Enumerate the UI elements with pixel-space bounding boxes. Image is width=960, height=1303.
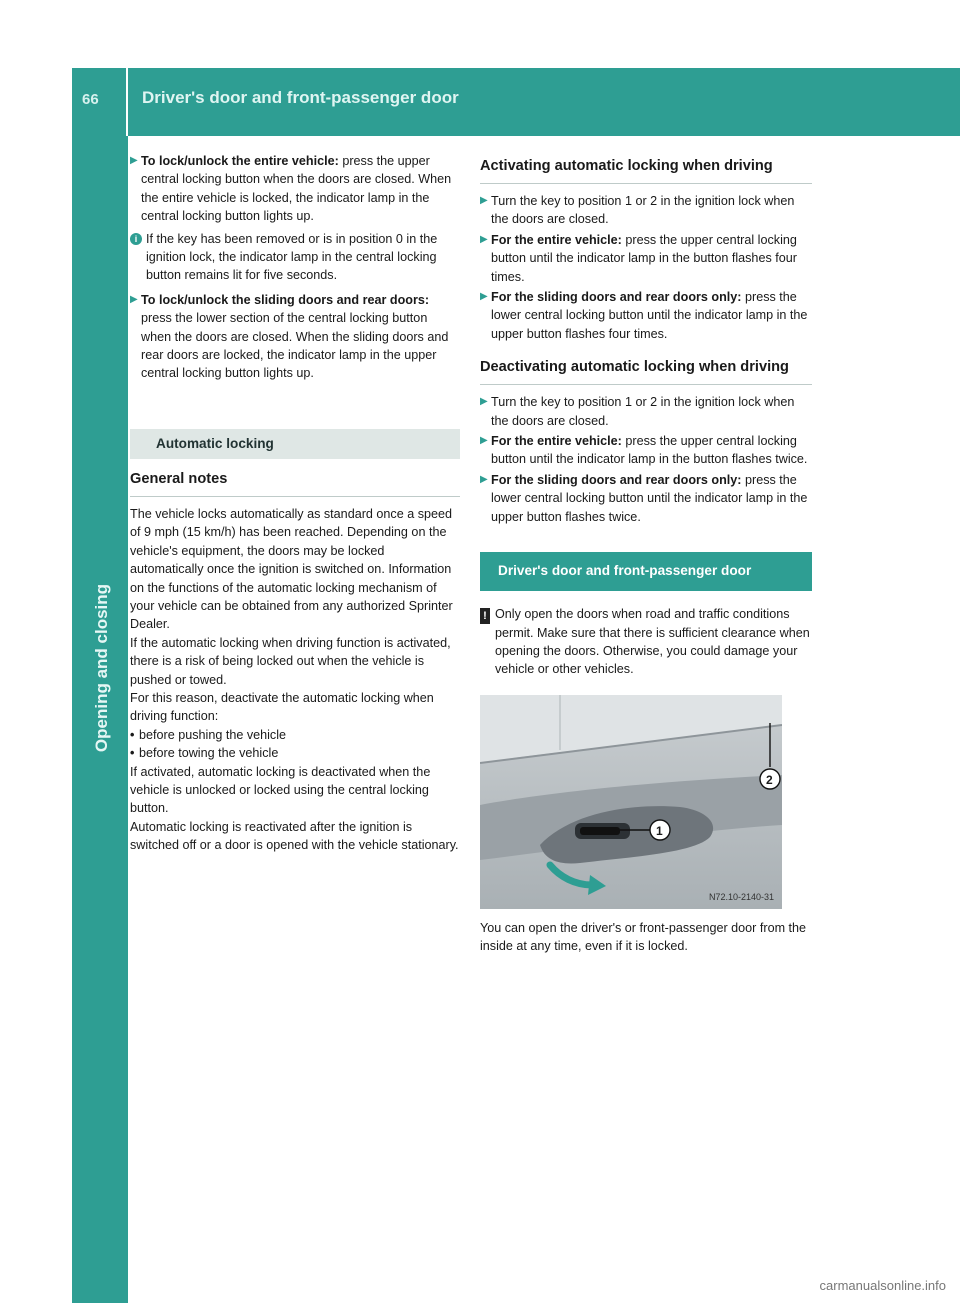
step-text: press the upper central locking button when the doors are closed. When the entire vehicle is locked, the indicator lamp in the central locking button lights up. (141, 154, 452, 224)
paragraph: The vehicle locks automatically as standard once a speed of 9 mph (15 km/h) has been reached. Depending on the vehicle's equipment, the doors may be locked automatically once the ignition is switched on. Information on the functions of the automatic locking mechanism of your vehicle can be obtained from any authorized Sprinter Dealer. (130, 506, 453, 632)
step: ▶ Turn the key to position 1 or 2 in the ignition lock when the doors are closed. (480, 393, 812, 430)
step-text: press the lower section of the central locking button when the doors are closed. When the sliding doors and rear doors are locked, the indicator lamp in the upper central locking button lights up. (141, 311, 449, 381)
step-arrow-icon: ▶ (480, 396, 488, 408)
step-title: To lock/unlock the entire vehicle: (141, 154, 339, 168)
step-title: To lock/unlock the sliding doors and rear doors: (141, 292, 430, 307)
header-divider (126, 68, 128, 136)
step-arrow-icon: ▶ (480, 291, 488, 303)
info-icon: i (130, 233, 142, 245)
footer-watermark: carmanualsonline.info (819, 1277, 946, 1293)
info-note (130, 230, 460, 285)
section-header-automatic-locking (130, 429, 460, 459)
warning-icon: ! (480, 608, 490, 624)
section-title: Driver's door and front-passenger door (498, 563, 752, 579)
callout-2: 2 (766, 772, 773, 787)
paragraph: If the automatic locking when driving function is activated, there is a risk of being locked out when the vehicle is pushed or towed. (130, 635, 451, 687)
subhead-general-notes: General notes (130, 469, 460, 497)
section-header-doors (480, 552, 812, 591)
subhead-activating: Activating automatic locking when driving (480, 156, 812, 184)
step-arrow-icon: ▶ (480, 435, 488, 447)
step: ▶ For the entire vehicle: press the upper central locking button until the indicator lamp in the button flashes twice. (480, 432, 812, 469)
step-arrow-icon: ▶ (480, 195, 488, 206)
door-handle-illustration (480, 695, 782, 909)
warning-note (480, 605, 812, 679)
note-text: If the key has been removed or is in position 0 in the ignition lock, the indicator lamp in the central locking button remains lit for five seconds. (146, 231, 438, 283)
paragraph: Automatic locking is reactivated after the ignition is switched off or a door is opened with the vehicle stationary. (130, 819, 459, 853)
step-lock-entire (130, 152, 460, 226)
step: ▶ Turn the key to position 1 or 2 in the ignition lock when the doors are closed. (480, 192, 812, 229)
right-column (480, 152, 812, 956)
step-arrow-icon: ▶ (130, 155, 138, 166)
step-arrow-icon: ▶ (130, 293, 138, 305)
figure-code: N72.10-2140-31 (708, 892, 774, 903)
list-item: • before towing the vehicle (130, 746, 279, 761)
figure-caption: You can open the driver's or front-passenger door from the inside at any time, even if it is locked. (480, 920, 807, 954)
step: ▶ For the sliding doors and rear doors only: press the lower central locking button until the indicator lamp in the upper button flashes four times. (480, 288, 812, 343)
step-arrow-icon: ▶ (480, 473, 488, 485)
step: ▶ For the sliding doors and rear doors only: press the lower central locking button until the indicator lamp in the upper button flashes twice. (480, 471, 812, 526)
running-head: Driver's door and front-passenger door (142, 88, 459, 107)
door-handle-figure (480, 695, 782, 909)
side-tab-label: Opening and closing (91, 583, 111, 753)
step-lock-sliding (130, 291, 460, 383)
list-item: • before pushing the vehicle (130, 727, 287, 742)
warning-text: Only open the doors when road and traffic conditions permit. Make sure that there is sufficient clearance when opening the doors. Otherwise, you could damage your vehicle or other vehicles. (495, 607, 810, 677)
paragraph: For this reason, deactivate the automatic locking when driving function: (130, 690, 434, 724)
subhead-deactivating: Deactivating automatic locking when driving (480, 357, 812, 385)
page-number: 66 (82, 91, 99, 108)
callout-1: 1 (656, 823, 663, 838)
paragraph: If activated, automatic locking is deactivated when the vehicle is unlocked or locked using the central locking button. (130, 764, 431, 816)
left-column (130, 152, 460, 855)
step: ▶ For the entire vehicle: press the upper central locking button until the indicator lamp in the button flashes four times. (480, 231, 812, 286)
step-arrow-icon: ▶ (480, 233, 488, 245)
section-title: Automatic locking (156, 435, 274, 451)
